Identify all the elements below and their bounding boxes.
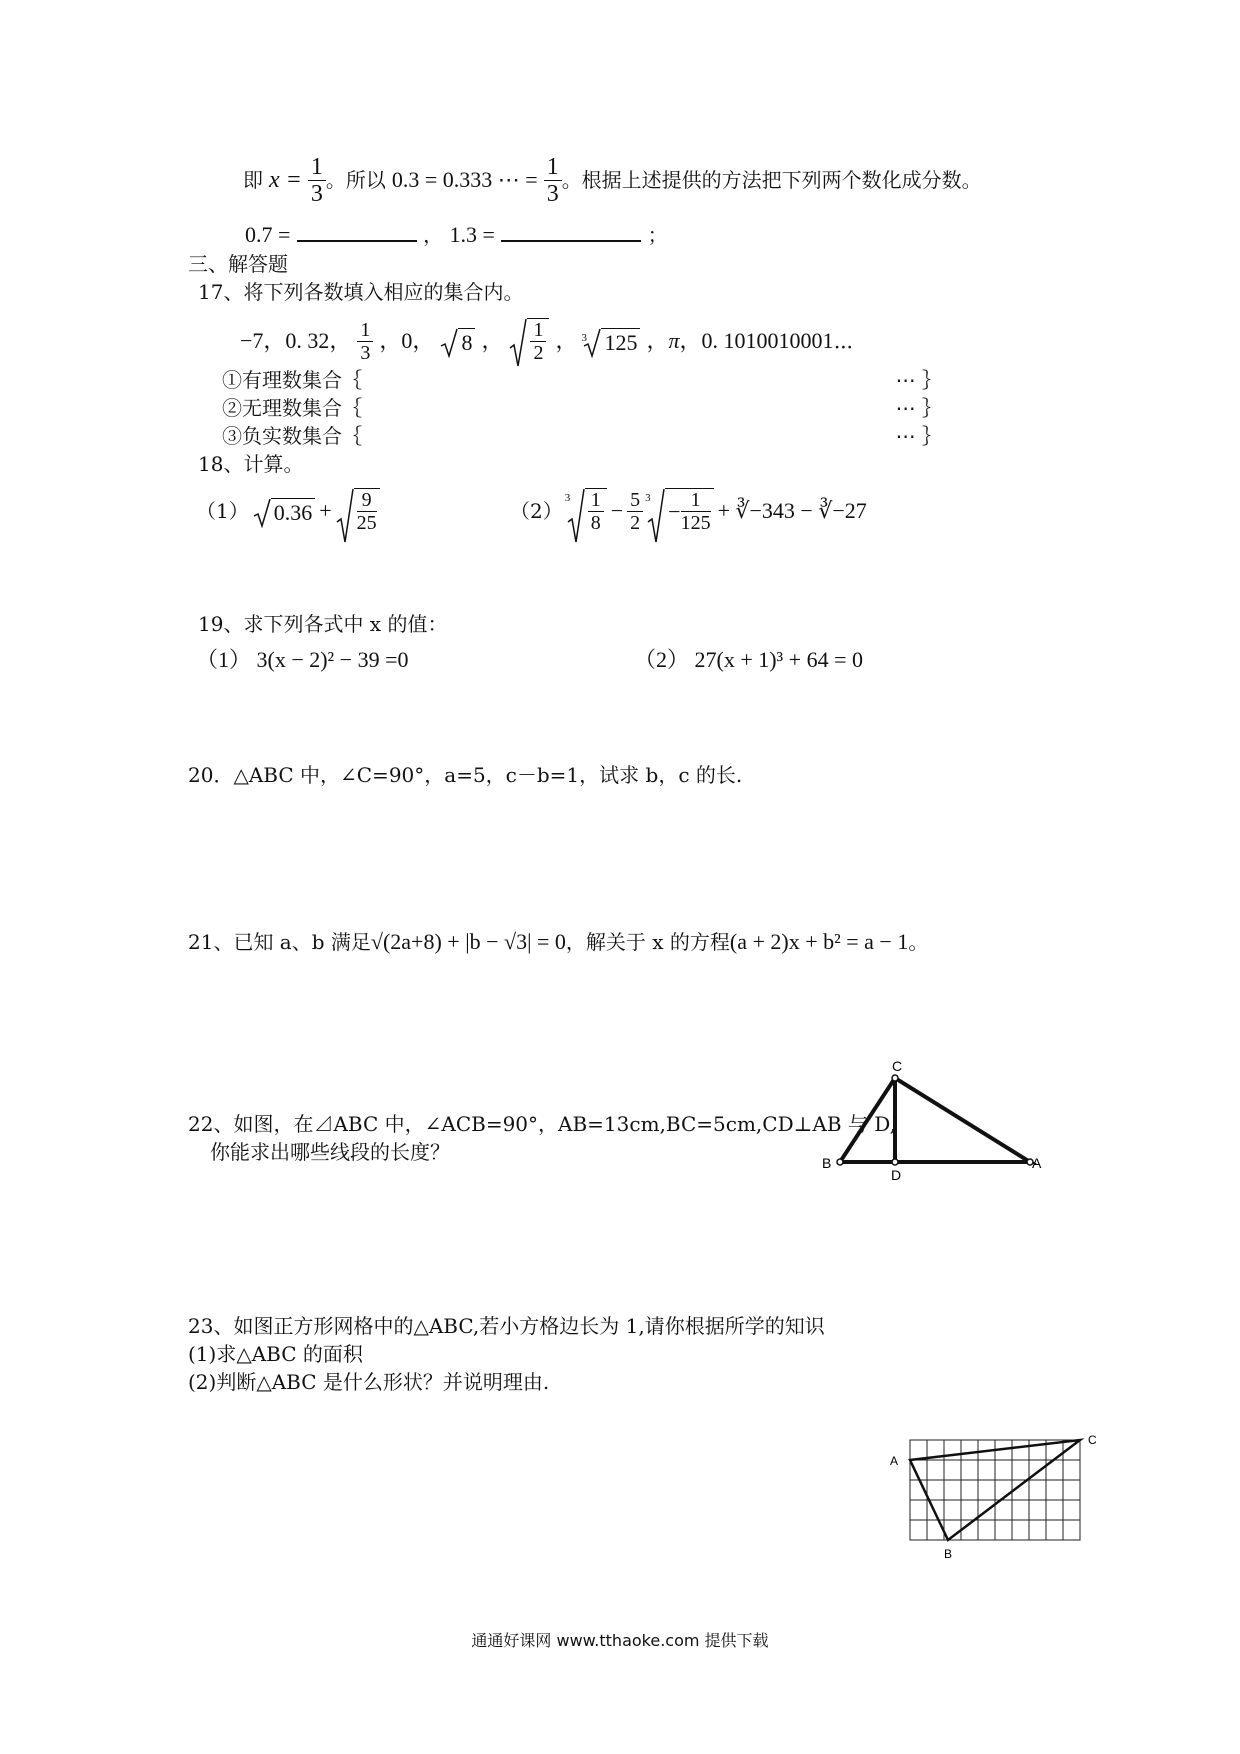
q22-label-a: A [1032,1155,1042,1171]
q21-eq: (a + 2)x + b² = a − 1 [729,929,909,954]
q21-expr: √(2a+8) + |b − √3| = 0 [370,929,566,954]
q23-line1: 23、如图正方形网格中的△ABC,若小方格边长为 1,请你根据所学的知识 [188,1314,825,1338]
q23-label-c: C [1088,1433,1097,1447]
q18-part1: （1） 0.36 + $\frac{9}{25}$ [196,488,380,534]
q16-blanks [245,222,668,247]
q22-label-d: D [891,1167,902,1183]
q18-cbrt-1-8: 3 $\frac{1}{8}$ [567,488,607,534]
q19-part2: （2） 27(x + 1)³ + 64 = 0 [634,647,863,672]
q22-triangle-figure [820,1058,1050,1188]
q16-text-mid: 。所以 [325,168,386,192]
q17-set-1: ①有理数集合｛ ⋯ ｝ [222,368,942,392]
q22-label-b: B [822,1155,832,1171]
q16-pre: 即 [243,168,263,192]
q16-end: ； [647,223,668,247]
q17-set-3: ③负实数集合｛ ⋯ ｝ [222,424,942,448]
q23-grid-figure [880,1432,1120,1572]
footer: 通通好课网 www.tthaoke.com 提供下载 [471,1631,769,1650]
q17-frac-1-3: $\frac{1}{3}$ [357,319,373,364]
q17-set-2: ②无理数集合｛ ⋯ ｝ [222,396,942,420]
q19-part1: （1） 3(x − 2)² − 39 =0 [196,647,409,672]
q19-title: 19、求下列各式中 x 的值： [198,612,448,636]
q23-line3: (2)判断△ABC 是什么形状？并说明理由. [188,1370,550,1394]
q18-part2: （2） 3 $\frac{1}{8}$ − $\frac{5}{2}$ 3 − $\frac{1}{125}$ + ∛−343 − ∛−27 [510,488,867,534]
q18-sqrt-036: 0.36 [253,498,316,525]
q20-text: 20．△ABC 中，∠C=90°，a=5，c－b=1，试求 b，c 的长. [188,763,743,787]
q17-title: 17、将下列各数填入相应的集合内。 [198,280,524,304]
q17-numbers: −7，0. 32， $\frac{1}{3}$ ，0， 8 ， $\frac{1}{2}$ ， 3 125 ，π，0. 1010010001⋯ [240,318,854,364]
q16-decimal: 0.3 = 0.333 ⋯ = [391,167,538,192]
q22-label-c: C [892,1058,903,1074]
q17-sqrt8: 8 [440,328,475,355]
section-title: 三、解答题 [188,252,288,276]
q22-line2: 你能求出哪些线段的长度？ [210,1140,450,1164]
q16-x-eq: x = [269,167,302,193]
q18-title: 18、计算。 [198,452,304,476]
q23-line2: (1)求△ABC 的面积 [188,1342,363,1366]
q16-blank1[interactable] [297,222,417,242]
q17-sqrt-half: $\frac{1}{2}$ [509,318,549,364]
q16-blank2[interactable] [501,222,641,242]
q16-sep: ， [423,223,444,247]
q21-line: 21、已知 a、b 满足√(2a+8) + |b − √3| = 0，解关于 x 的方程(a + 2)x + b² = a − 1。 [188,929,929,954]
q23-label-a: A [890,1454,899,1468]
q16-blank2-label: 1.3 = [449,222,495,247]
q16-blank1-label: 0.7 = [245,222,291,247]
q18-tail: + ∛−343 − ∛−27 [717,498,867,523]
q16-line1 [243,150,982,210]
q18-sqrt-9-25: $\frac{9}{25}$ [336,488,380,534]
q18-frac-5-2: $\frac{5}{2}$ [627,489,643,534]
q16-fraction-2: $\frac{1}{3}$ [544,154,562,207]
q16-fraction: $\frac{1}{3}$ [308,154,326,207]
q18-cbrt-neg-1-125: 3 − $\frac{1}{125}$ [647,488,713,534]
q22-line1: 22、如图，在⊿ABC 中，∠ACB=90°，AB=13cm,BC=5cm,CD⊥AB 与 D, [188,1112,896,1136]
q16-text-end: 。根据上述提供的方法把下列两个数化成分数。 [561,168,982,192]
q23-label-b: B [944,1547,953,1561]
q17-cbrt125: 3 125 [583,328,640,355]
